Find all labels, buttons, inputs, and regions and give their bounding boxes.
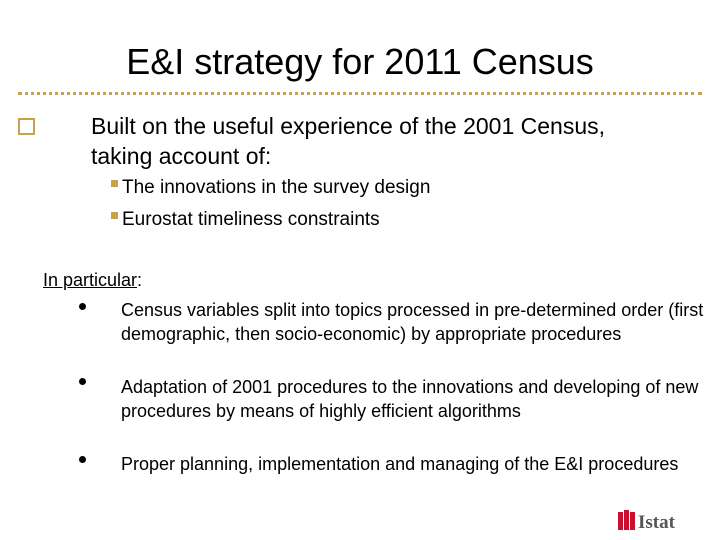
slide-title: [0, 40, 720, 84]
logo-text: Istat: [638, 512, 675, 532]
istat-logo: [618, 508, 690, 532]
round-dot-icon: [79, 303, 86, 310]
detail-item-3: Proper planning, implementation and managing of the E&I procedures: [121, 454, 679, 474]
title-divider: [18, 92, 702, 95]
in-particular-colon: :: [137, 270, 143, 290]
slide-title-text: E&I strategy for 2011 Census: [126, 41, 594, 82]
filled-square-icon: [111, 212, 118, 219]
main-point: Built on the useful experience of the 2001 Census, taking account of:: [91, 113, 606, 169]
hollow-square-icon: [18, 118, 35, 135]
in-particular-label: In particular: [43, 270, 138, 290]
round-dot-icon: [79, 456, 86, 463]
in-particular-heading: [43, 268, 142, 292]
detail-item-2: Adaptation of 2001 procedures to the innovations and developing of new procedures by means of highly efficient algorithms: [121, 377, 699, 421]
sub-point-2: Eurostat timeliness constraints: [122, 209, 380, 230]
filled-square-icon: [111, 180, 118, 187]
sub-point-1: The innovations in the survey design: [122, 177, 431, 198]
round-dot-icon: [79, 378, 86, 385]
detail-item-1: Census variables split into topics processed in pre-determined order (first demographic, then socio-economic) by appropriate procedures: [121, 300, 704, 344]
